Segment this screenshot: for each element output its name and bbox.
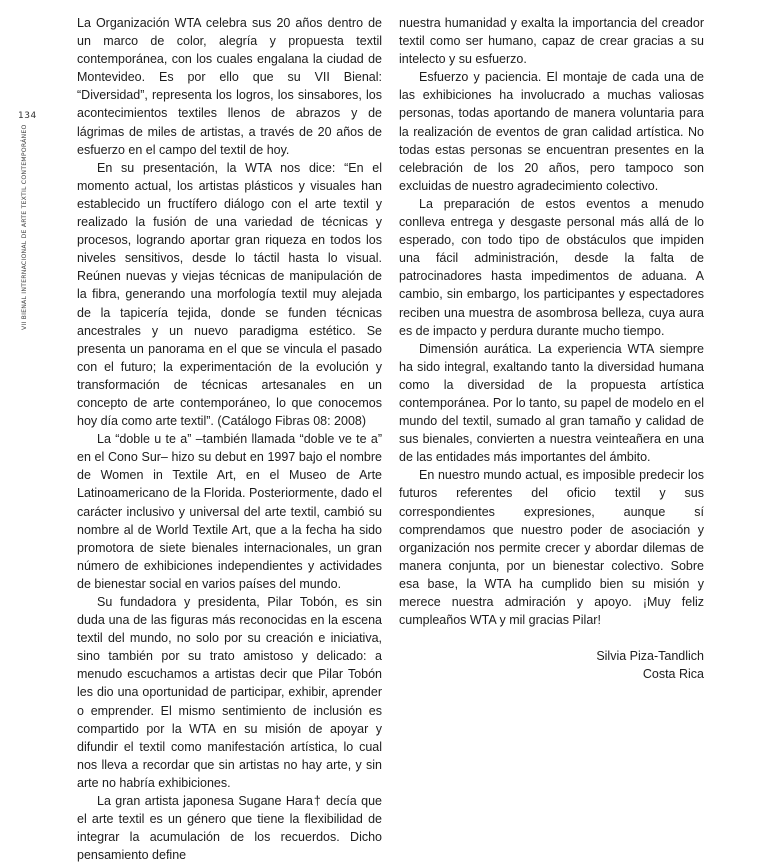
author-country: Costa Rica (642, 667, 704, 682)
left-column (77, 14, 382, 864)
running-head: VII BIENAL INTERNACIONAL DE ARTE TEXTIL CONTEMPORÁNEO (21, 124, 28, 330)
paragraph: La “doble u te a” –también llamada “doble ve te a” en el Cono Sur– hizo su debut en 1997 bajo el nombre de Women in Textile Art, en el Museo de Arte Latinoamericano de la Florida. Posteriormente, dado el carácter inclusivo y universal del arte textil, cambió su nombre al de World Textile Art, que a la fecha ha sido promotora de siete bienales internacionales, un gran número de exhibiciones independientes y actividades de bienestar social en varios países del mundo. (77, 432, 382, 591)
paragraph: La Organización WTA celebra sus 20 años dentro de un marco de color, alegría y propuesta textil contemporánea, con los cuales engalana la ciudad de Montevideo. Es por ello que su VII Bienal: “Diversidad”, representa los logros, los sinsabores, los acontecimientos textiles llenos de abrazos y de lágrimas de miles de artistas, a través de 20 años de esfuerzo en el campo del textil de hoy. (77, 16, 382, 157)
page-number: 134 (18, 111, 37, 121)
paragraph: La preparación de estos eventos a menudo conlleva entrega y desgaste personal más allá de lo esperado, con todo tipo de obstáculos que impiden una fácil administración, desde la falta de patrocinadores hasta impedimentos de aduana. A cambio, sin embargo, los participantes y espectadores reciben una muestra de asombrosa belleza, cuya aura es de impacto y perdura durante mucho tiempo. (399, 196, 704, 338)
paragraph: La gran artista japonesa Sugane Hara† decía que el arte textil es un género que tiene la flexibilidad de integrar la acumulación de los recuerdos. Dicho pensamiento define (77, 794, 382, 863)
paragraph: nuestra humanidad y exalta la importancia del creador textil como ser humano, capaz de crear gracias a su intelecto y su esfuerzo. (399, 16, 704, 67)
right-column (399, 14, 704, 683)
paragraph: En su presentación, la WTA nos dice: “En el momento actual, los artistas plásticos y visuales han establecido un fructífero diálogo con el arte textil y realizado la fusión de una variedad de técnicas y procesos, logrando aportar gran riqueza en todos los niveles sensitivos, desde lo táctil hasta lo visual. Reúnen nuevas y viejas técnicas de manipulación de la fibra, generando una morfología textil muy alejada de la tapicería tejida, donde se funden técnicas ancestrales y un nuevo paradigma estético. Se presenta un panorama en el que se vincula el pasado con el futuro; la experimentación de la evolución y transformación de técnicas artesanales en un concepto de arte contemporáneo, lo que conocemos hoy día como arte textil”. (Catálogo Fibras 08: 2008) (77, 160, 382, 429)
paragraph: En nuestro mundo actual, es imposible predecir los futuros referentes del oficio textil y sus correspondientes expresiones, aunque sí comprendamos que nuestro poder de asociación y organización nos permite crecer y abordar dilemas de manera conjunta, por un bienestar colectivo. Sobre esa base, la WTA ha cumplido bien su misión y merece nuestra admiración y apoyo. ¡Muy feliz cumpleaños WTA y mil gracias Pilar! (399, 468, 704, 628)
paragraph: Esfuerzo y paciencia. El montaje de cada una de las exhibiciones ha involucrado a muchas valiosas personas, todas aportando de manera voluntaria para la realización de eventos de gran calidad artística. No todas estas personas se encuentran presentes en la celebración de los 20 años, pero tampoco son excluidas de nuestro agradecimiento colectivo. (399, 70, 704, 193)
paragraph: Su fundadora y presidenta, Pilar Tobón, es sin duda una de las figuras más reconocidas en la escena textil del mundo, no solo por su creación e iniciativa, sino también por su trato amistoso y delicado: a menudo escuchamos a artistas decir que Pilar Tobón les dio una oportunidad de participar, exhibir, aprender o emprender. El mismo sentimiento de inclusión es compartido por la WTA en su misión de apoyar y difundir el textil como manifestación artística, lo cual nos lleva a recordar que sin artistas no hay arte, y sin arte no habría exhibiciones. (77, 595, 382, 790)
paragraph: Dimensión aurática. La experiencia WTA siempre ha sido integral, exaltando tanto la diversidad humana como la diversidad de la propuesta artística contemporánea. Por lo tanto, su papel de modelo en el mundo del textil, sumado al gran tamaño y calidad de sus bienales, convierten a nuestra veinteañera en una de las entidades más importantes del ámbito. (399, 341, 704, 465)
signature (399, 647, 704, 683)
author-name: Silvia Piza-Tandlich (596, 649, 704, 664)
